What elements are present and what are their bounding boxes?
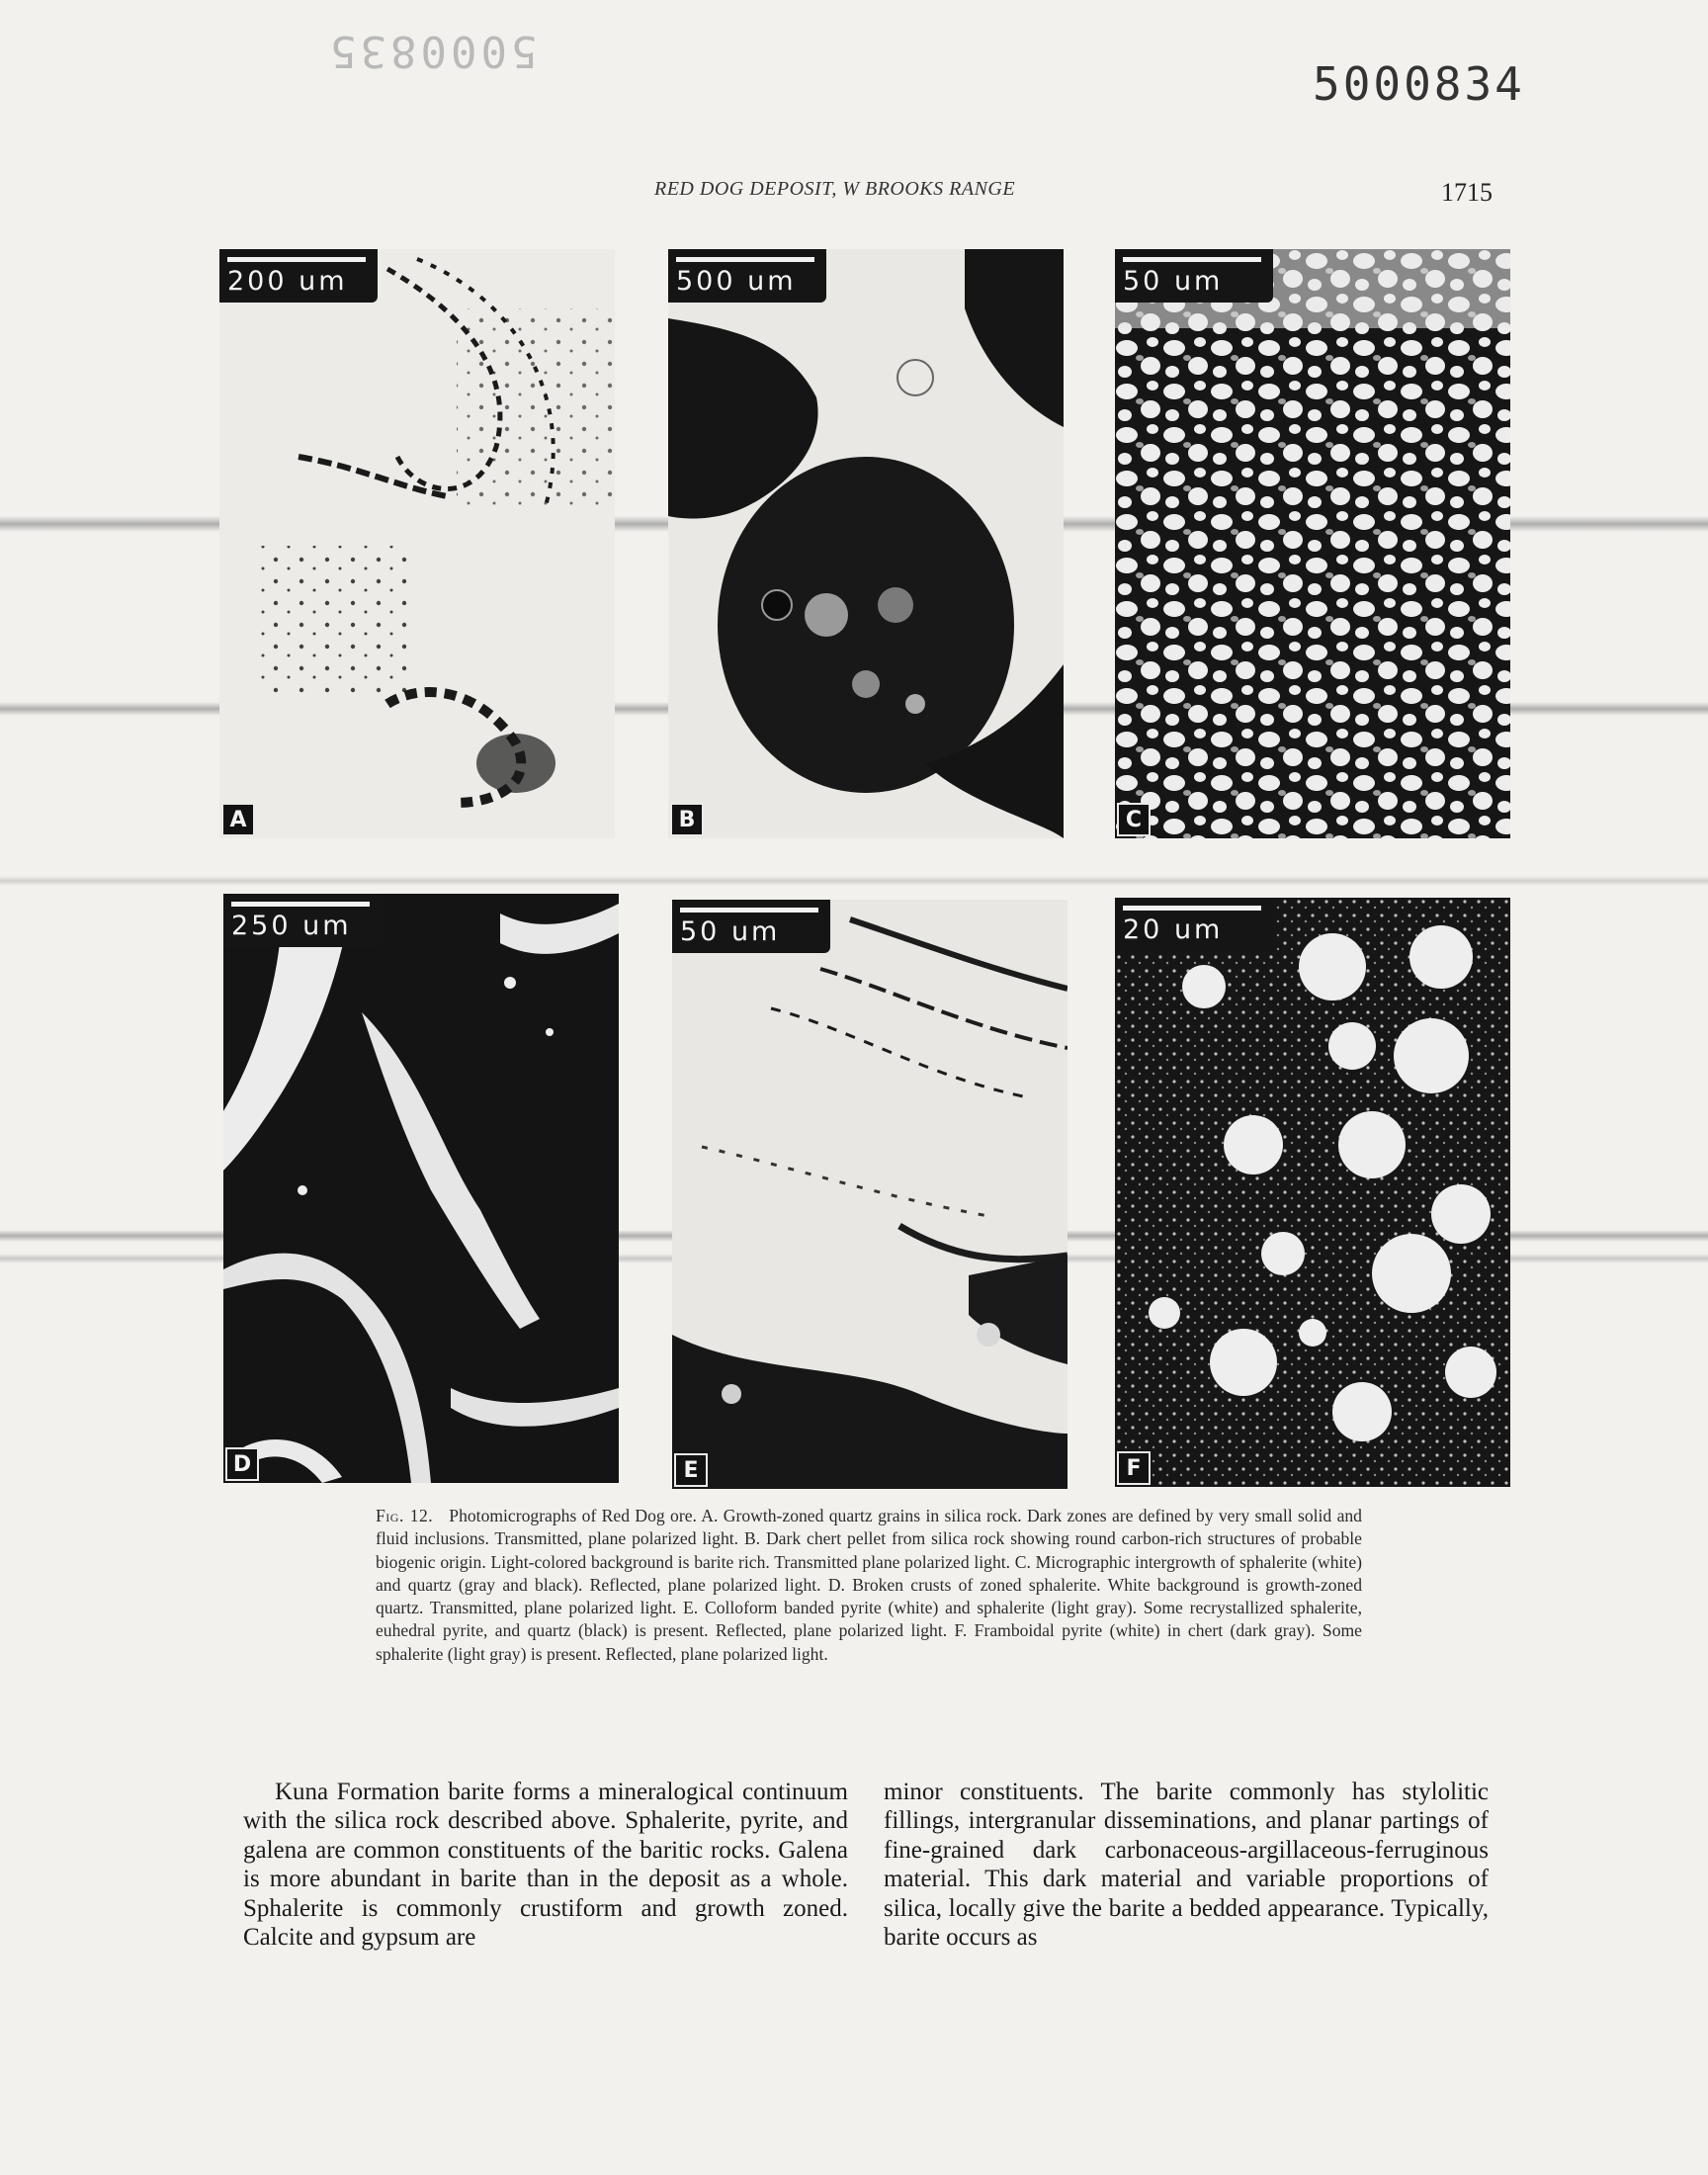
running-head: RED DOG DEPOSIT, W BROOKS RANGE <box>654 178 1016 200</box>
scale-bar <box>227 257 366 262</box>
scale-bar-label <box>1115 249 1273 303</box>
photomicrograph-panel-b <box>668 249 1064 838</box>
photomicrograph-panel-f <box>1115 898 1510 1487</box>
scale-bar <box>676 257 814 262</box>
scale-text: 500 um <box>676 266 797 297</box>
faded-document-stamp: 5000835 <box>326 26 538 76</box>
scale-text: 200 um <box>227 266 348 297</box>
panel-letter: C <box>1117 803 1151 836</box>
micrograph-image-d <box>223 894 619 1483</box>
page-number: 1715 <box>1441 178 1493 207</box>
body-text-right-column: minor constituents. The barite commonly has stylolitic fillings, intergranular disseminations, and planar partings of fine-grained dark carbonaceous-argillaceous-ferruginous material. This dark material and variable proportions of silica, locally give the barite a bedded appearance. Typically, barite occurs as <box>884 1779 1489 1952</box>
scale-text: 50 um <box>680 916 781 947</box>
photomicrograph-panel-a <box>219 249 615 838</box>
micrograph-image-b <box>668 249 1064 838</box>
panel-letter: B <box>670 803 704 836</box>
figure-caption-label: Fig. 12. <box>376 1506 434 1525</box>
scale-bar <box>1123 257 1261 262</box>
photomicrograph-panel-e <box>672 900 1068 1489</box>
photomicrograph-panel-c <box>1115 249 1510 838</box>
micrograph-image-a <box>219 249 615 838</box>
scale-bar-label <box>668 249 826 303</box>
panel-letter: D <box>225 1447 259 1481</box>
micrograph-image-f <box>1115 898 1510 1487</box>
photomicrograph-panel-d <box>223 894 619 1483</box>
document-number-stamp: 5000834 <box>1313 57 1525 111</box>
scan-streak <box>0 876 1708 886</box>
scale-bar-label <box>672 900 830 953</box>
scale-text: 20 um <box>1123 914 1224 945</box>
scale-text: 50 um <box>1123 266 1224 297</box>
scale-bar-label <box>219 249 378 303</box>
scale-bar-label <box>223 894 382 947</box>
micrograph-image-c <box>1115 249 1510 838</box>
scale-bar <box>680 908 818 913</box>
scale-bar <box>1123 906 1261 911</box>
micrograph-image-e <box>672 900 1068 1489</box>
panel-letter: E <box>674 1453 708 1487</box>
panel-letter: F <box>1117 1451 1151 1485</box>
scale-bar <box>231 902 370 907</box>
body-text-left-column: Kuna Formation barite forms a mineralogical continuum with the silica rock described above. Sphalerite, pyrite, and galena are common constituents of the baritic rocks. Galena is more abundant in barite than in the deposit as a whole. Sphalerite is commonly crustiform and growth zoned. Calcite and gypsum are <box>243 1779 848 1952</box>
scale-text: 250 um <box>231 911 352 941</box>
panel-letter: A <box>221 803 255 836</box>
figure-caption-text: Photomicrographs of Red Dog ore. A. Growth-zoned quartz grains in silica rock. Dark zones are defined by very small solid and fluid inclusions. Transmitted, plane polarized light. B. Dark chert pellet from silica rock showing round carbon-rich structures of probable biogenic origin. Light-colored background is barite rich. Transmitted plane polarized light. C. Micrographic intergrowth of sphalerite (white) and quartz (gray and black). Reflected, plane polarized light. D. Broken crusts of zoned sphalerite. White background is growth-zoned quartz. Transmitted, plane polarized light. E. Colloform banded pyrite (white) and sphalerite (light gray). Some recrystallized sphalerite, euhedral pyrite, and quartz (black) is present. Reflected, plane polarized light. F. Framboidal pyrite (white) in chert (dark gray). Some sphalerite (light gray) is present. Reflected, plane polarized light. <box>376 1506 1362 1664</box>
scale-bar-label <box>1115 898 1273 951</box>
figure-caption <box>376 1505 1362 1666</box>
